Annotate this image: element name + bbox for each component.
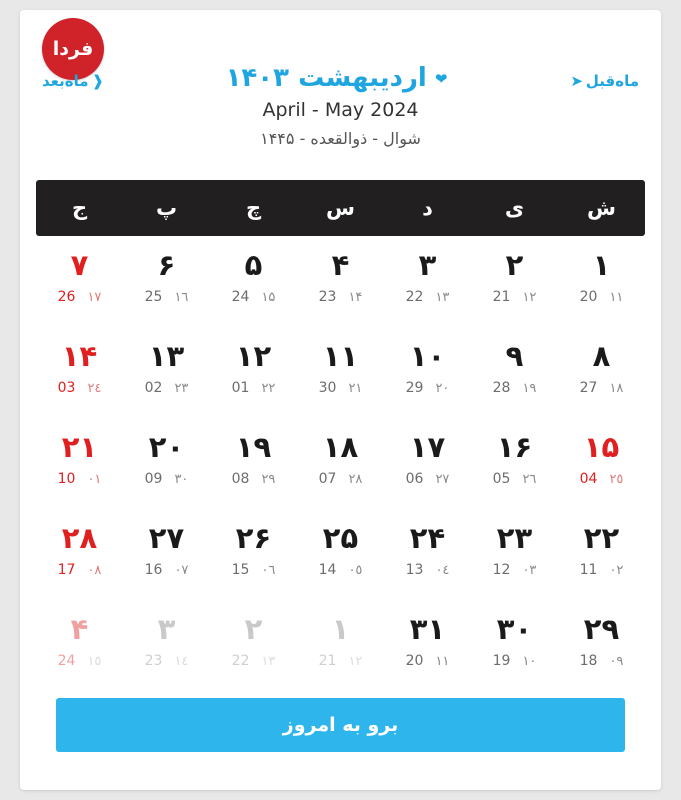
secondary-dates (558, 562, 645, 578)
secondary-dates (471, 380, 558, 396)
calendar-day-cell[interactable] (297, 418, 384, 509)
secondary-dates (123, 562, 210, 578)
gregorian-date: 16 (144, 562, 163, 578)
chevron-down-icon: ❤ (434, 69, 448, 88)
next-month-button[interactable] (42, 72, 107, 90)
calendar-day-cell[interactable] (210, 236, 297, 327)
jalali-date: ۱۶ (496, 430, 533, 464)
calendar-day-cell[interactable] (36, 509, 123, 600)
secondary-dates (36, 380, 123, 396)
gregorian-date: 08 (231, 471, 250, 487)
gregorian-date: 02 (144, 380, 163, 396)
hijri-date: ۱۰ (522, 654, 537, 669)
hijri-date: ۱۵ (261, 290, 276, 305)
hijri-date: ۱۷ (87, 290, 102, 305)
jalali-date: ۳۱ (409, 612, 446, 646)
jalali-date: ۲۳ (496, 521, 533, 555)
weekday-monday: د (422, 196, 433, 220)
gregorian-date: 22 (405, 289, 424, 305)
secondary-dates (123, 653, 210, 669)
calendar-day-cell[interactable] (210, 327, 297, 418)
gregorian-date: 20 (405, 653, 424, 669)
jalali-date: ۲ (244, 612, 263, 646)
hijri-date: ۰۲ (609, 563, 624, 578)
hijri-date: ۰۷ (174, 563, 189, 578)
jalali-date: ۱۷ (409, 430, 446, 464)
chevron-right-icon: ➤ (570, 72, 583, 90)
gregorian-date: 20 (579, 289, 598, 305)
hijri-date: ۱۴ (348, 290, 363, 305)
secondary-dates (558, 471, 645, 487)
gregorian-date: 27 (579, 380, 598, 396)
hijri-date: ۱٦ (174, 290, 189, 305)
jalali-date: ۲۵ (322, 521, 359, 555)
hijri-date: ۰٤ (435, 563, 450, 578)
hijri-date: ۱۲ (348, 654, 363, 669)
jalali-date: ۲۸ (61, 521, 98, 555)
hijri-range: شوال - ذوالقعده - ۱۴۴۵ (260, 128, 421, 148)
gregorian-date: 26 (57, 289, 76, 305)
jalali-date: ۱ (331, 612, 350, 646)
calendar-week-row (36, 509, 645, 600)
gregorian-date: 25 (144, 289, 163, 305)
calendar-day-cell[interactable] (558, 600, 645, 691)
secondary-dates (384, 653, 471, 669)
secondary-dates (558, 380, 645, 396)
calendar-day-cell[interactable] (297, 236, 384, 327)
secondary-dates (471, 562, 558, 578)
secondary-dates (210, 380, 297, 396)
gregorian-date: 10 (57, 471, 76, 487)
hijri-date: ۲۲ (261, 381, 276, 396)
gregorian-date: 06 (405, 471, 424, 487)
calendar-day-cell[interactable] (384, 600, 471, 691)
gregorian-date: 04 (579, 471, 598, 487)
gregorian-date: 19 (492, 653, 511, 669)
secondary-dates (384, 289, 471, 305)
month-navigation (20, 69, 661, 96)
jalali-date: ۳۰ (496, 612, 533, 646)
gregorian-date: 01 (231, 380, 250, 396)
jalali-date: ۱۳ (148, 339, 185, 373)
secondary-dates (558, 289, 645, 305)
gregorian-range: April - May 2024 (262, 98, 419, 121)
jalali-date: ۱۱ (322, 339, 359, 373)
gregorian-date: 09 (144, 471, 163, 487)
calendar-day-cell[interactable] (558, 236, 645, 327)
calendar-week-row (36, 327, 645, 418)
calendar-day-cell[interactable] (558, 418, 645, 509)
calendar-day-cell[interactable] (36, 327, 123, 418)
hijri-date: ۲٦ (522, 472, 537, 487)
calendar-day-cell[interactable] (123, 418, 210, 509)
gregorian-date: 21 (318, 653, 337, 669)
jalali-date: ۱۹ (235, 430, 272, 464)
secondary-dates (384, 471, 471, 487)
hijri-date: ۰۳ (522, 563, 537, 578)
jalali-date: ۳ (157, 612, 176, 646)
secondary-dates (210, 653, 297, 669)
calendar-day-cell[interactable] (123, 509, 210, 600)
secondary-dates (210, 471, 297, 487)
calendar-day-cell[interactable] (36, 236, 123, 327)
gregorian-date: 22 (231, 653, 250, 669)
weekday-tuesday: س (326, 196, 355, 220)
hijri-date: ۲٤ (87, 381, 102, 396)
secondary-dates (471, 471, 558, 487)
jalali-date: ۲۱ (61, 430, 98, 464)
gregorian-date: 29 (405, 380, 424, 396)
hijri-date: ۰۹ (609, 654, 624, 669)
gregorian-date: 23 (144, 653, 163, 669)
jalali-date: ۲۹ (583, 612, 620, 646)
jalali-date: ۷ (70, 248, 89, 282)
calendar-week-row (36, 236, 645, 327)
calendar-day-cell[interactable] (297, 327, 384, 418)
hijri-date: ۲۱ (348, 381, 363, 396)
secondary-dates (297, 380, 384, 396)
jalali-date: ۴ (331, 248, 350, 282)
calendar-day-cell[interactable] (471, 236, 558, 327)
hijri-date: ۱٥ (87, 654, 102, 669)
jalali-date: ۳ (418, 248, 437, 282)
calendar-day-cell[interactable] (297, 509, 384, 600)
previous-month-button[interactable] (567, 72, 639, 90)
secondary-dates (36, 653, 123, 669)
secondary-dates (36, 289, 123, 305)
month-title-text: اردیبهشت ۱۴۰۳ (225, 63, 427, 93)
weekday-thursday: پ (155, 196, 178, 220)
secondary-dates (297, 471, 384, 487)
hijri-date: ۱۸ (609, 381, 624, 396)
calendar-week-row (36, 600, 645, 691)
gregorian-date: 11 (579, 562, 598, 578)
calendar-day-cell[interactable] (36, 418, 123, 509)
secondary-dates (210, 289, 297, 305)
jalali-date: ۲۷ (148, 521, 185, 555)
jalali-date: ۸ (592, 339, 611, 373)
calendar-grid (36, 236, 645, 691)
jalali-date: ۶ (157, 248, 176, 282)
gregorian-date: 24 (57, 653, 76, 669)
gregorian-date: 05 (492, 471, 511, 487)
calendar-day-cell[interactable] (210, 418, 297, 509)
jalali-date: ۱۴ (61, 339, 98, 373)
calendar-day-cell[interactable] (123, 327, 210, 418)
jalali-date: ۱۵ (583, 430, 620, 464)
jalali-date: ۱۲ (235, 339, 272, 373)
site-logo[interactable] (42, 18, 104, 80)
hijri-date: ۱۹ (522, 381, 537, 396)
jalali-date: ۲۴ (409, 521, 446, 555)
gregorian-date: 18 (579, 653, 598, 669)
weekday-header-bar (36, 180, 645, 236)
calendar-day-cell[interactable] (471, 418, 558, 509)
secondary-dates (123, 289, 210, 305)
chevron-left-icon: ❰ (91, 72, 105, 90)
hijri-date: ۰٦ (261, 563, 276, 578)
gregorian-date: 21 (492, 289, 511, 305)
gregorian-date: 24 (231, 289, 250, 305)
hijri-date: ۱۱ (609, 290, 624, 305)
hijri-date: ۲۸ (348, 472, 363, 487)
secondary-dates (297, 653, 384, 669)
calendar-day-cell[interactable] (384, 327, 471, 418)
hijri-date: ۰۱ (87, 472, 102, 487)
calendar-day-cell[interactable] (384, 418, 471, 509)
secondary-dates (123, 471, 210, 487)
calendar-day-cell[interactable] (297, 600, 384, 691)
calendar-day-cell[interactable] (471, 327, 558, 418)
gregorian-date: 15 (231, 562, 250, 578)
hijri-date: ۱۳ (435, 290, 450, 305)
jalali-date: ۵ (244, 248, 263, 282)
secondary-dates (210, 562, 297, 578)
jalali-date: ۲ (505, 248, 524, 282)
hijri-date: ۳۰ (174, 472, 189, 487)
hijri-date: ۰٥ (348, 563, 363, 578)
hijri-date: ۰۸ (87, 563, 102, 578)
jalali-date: ۲۰ (148, 430, 185, 464)
calendar-day-cell[interactable] (36, 600, 123, 691)
hijri-date: ۲۳ (174, 381, 189, 396)
calendar-week-row (36, 418, 645, 509)
calendar-day-cell[interactable] (123, 600, 210, 691)
hijri-date: ۲۹ (261, 472, 276, 487)
calendar-day-cell[interactable] (558, 509, 645, 600)
secondary-dates (36, 562, 123, 578)
calendar-day-cell[interactable] (210, 509, 297, 600)
jalali-date: ۱ (592, 248, 611, 282)
secondary-dates (384, 380, 471, 396)
gregorian-date: 07 (318, 471, 337, 487)
secondary-dates (297, 289, 384, 305)
secondary-dates (123, 380, 210, 396)
secondary-dates (36, 471, 123, 487)
hijri-date: ۱۳ (261, 654, 276, 669)
hijri-date: ۲۰ (435, 381, 450, 396)
gregorian-date: 03 (57, 380, 76, 396)
calendar-day-cell[interactable] (210, 600, 297, 691)
secondary-dates (297, 562, 384, 578)
next-month-label: ماه‌بعد (42, 72, 89, 90)
calendar-day-cell[interactable] (123, 236, 210, 327)
hijri-date: ۱۱ (435, 654, 450, 669)
weekday-friday: ج (71, 196, 88, 220)
logo-text: فردا (52, 38, 94, 60)
calendar-day-cell[interactable] (558, 327, 645, 418)
jalali-date: ۱۸ (322, 430, 359, 464)
gregorian-date: 23 (318, 289, 337, 305)
hijri-date: ۱۲ (522, 290, 537, 305)
hijri-date: ۲۷ (435, 472, 450, 487)
secondary-dates (471, 653, 558, 669)
jalali-date: ۲۶ (235, 521, 272, 555)
previous-month-label: ماه‌قبل (585, 72, 639, 90)
gregorian-date: 28 (492, 380, 511, 396)
jalali-date: ۹ (505, 339, 524, 373)
weekday-wednesday: چ (245, 196, 262, 220)
gregorian-date: 30 (318, 380, 337, 396)
calendar-card (20, 10, 661, 790)
gregorian-date: 17 (57, 562, 76, 578)
secondary-dates (471, 289, 558, 305)
calendar-day-cell[interactable] (384, 509, 471, 600)
calendar-day-cell[interactable] (384, 236, 471, 327)
go-to-today-button[interactable]: برو به امروز (56, 698, 625, 752)
jalali-date: ۴ (70, 612, 89, 646)
secondary-dates (558, 653, 645, 669)
hijri-date: ۱٤ (174, 654, 189, 669)
weekday-saturday: ش (587, 196, 616, 220)
secondary-dates (384, 562, 471, 578)
weekday-sunday: ی (504, 196, 525, 220)
calendar-day-cell[interactable] (471, 509, 558, 600)
gregorian-date: 13 (405, 562, 424, 578)
gregorian-date: 12 (492, 562, 511, 578)
jalali-date: ۲۲ (583, 521, 620, 555)
jalali-date: ۱۰ (409, 339, 446, 373)
calendar-day-cell[interactable] (471, 600, 558, 691)
hijri-date: ۲٥ (609, 472, 624, 487)
gregorian-date: 14 (318, 562, 337, 578)
